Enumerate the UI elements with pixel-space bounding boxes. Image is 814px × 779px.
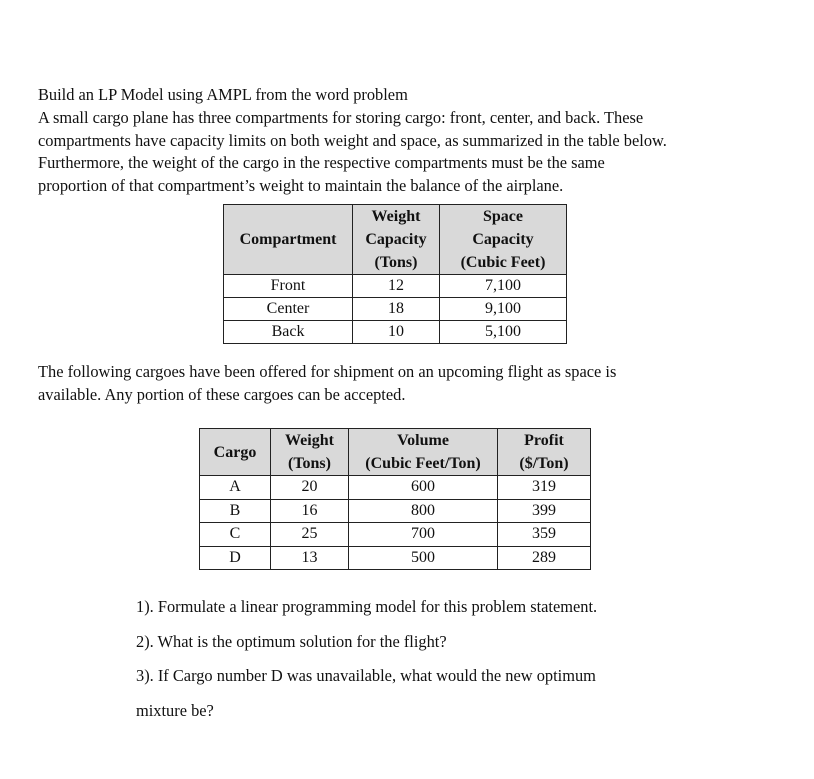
cell-profit: 319	[498, 476, 591, 500]
cell-compartment: Back	[224, 321, 353, 344]
problem-statement	[38, 84, 798, 198]
header-volume: Volume (Cubic Feet/Ton)	[349, 429, 498, 476]
problem-line: Furthermore, the weight of the cargo in the respective compartments must be the same	[38, 153, 605, 173]
header-weight-capacity: Weight Capacity (Tons)	[353, 205, 440, 275]
cell-weight: 20	[271, 476, 349, 500]
question-item-continuation: mixture be?	[136, 700, 214, 720]
paragraph-line: The following cargoes have been offered for shipment on an upcoming flight as space is	[38, 362, 617, 381]
cell-weight: 25	[271, 523, 349, 547]
cell-compartment: Center	[224, 298, 353, 321]
table-header-row	[200, 429, 591, 476]
cell-volume: 800	[349, 499, 498, 523]
table-row	[200, 546, 591, 570]
table-row	[200, 523, 591, 547]
cell-profit: 289	[498, 546, 591, 570]
cell-weight: 16	[271, 499, 349, 523]
problem-line: compartments have capacity limits on both weight and space, as summarized in the table below.	[38, 130, 667, 150]
question-list	[136, 590, 597, 728]
cell-weight: 10	[353, 321, 440, 344]
header-profit: Profit ($/Ton)	[498, 429, 591, 476]
cell-cargo: A	[200, 476, 271, 500]
cell-space: 7,100	[440, 275, 567, 298]
question-item: 3). If Cargo number D was unavailable, what would the new optimum	[136, 666, 596, 685]
cell-weight: 13	[271, 546, 349, 570]
cell-space: 9,100	[440, 298, 567, 321]
cell-cargo: D	[200, 546, 271, 570]
table-row	[200, 476, 591, 500]
cell-weight: 12	[353, 275, 440, 298]
table-row	[200, 499, 591, 523]
header-space-capacity: Space Capacity (Cubic Feet)	[440, 205, 567, 275]
cell-cargo: C	[200, 523, 271, 547]
problem-line: proportion of that compartment’s weight to maintain the balance of the airplane.	[38, 176, 564, 196]
header-weight: Weight (Tons)	[271, 429, 349, 476]
header-cargo: Cargo	[200, 429, 271, 476]
table-row	[224, 298, 567, 321]
table-row	[224, 321, 567, 344]
table-header-row	[224, 205, 567, 275]
table-row	[224, 275, 567, 298]
problem-title: Build an LP Model using AMPL from the word problem	[38, 85, 408, 104]
cell-cargo: B	[200, 499, 271, 523]
cell-volume: 700	[349, 523, 498, 547]
compartment-capacity-table	[223, 204, 567, 344]
question-item: 1). Formulate a linear programming model for this problem statement.	[136, 597, 598, 616]
cell-volume: 600	[349, 476, 498, 500]
cell-profit: 399	[498, 499, 591, 523]
cargo-offer-table	[199, 428, 591, 570]
cell-weight: 18	[353, 298, 440, 321]
cell-profit: 359	[498, 523, 591, 547]
cell-space: 5,100	[440, 321, 567, 344]
header-compartment: Compartment	[224, 205, 353, 275]
paragraph-line: available. Any portion of these cargoes can be accepted.	[38, 384, 406, 404]
question-item: 2). What is the optimum solution for the flight?	[136, 631, 447, 651]
cell-volume: 500	[349, 546, 498, 570]
cell-compartment: Front	[224, 275, 353, 298]
problem-line: A small cargo plane has three compartments for storing cargo: front, center, and back. These	[38, 107, 644, 127]
cargo-offer-paragraph	[38, 361, 616, 407]
